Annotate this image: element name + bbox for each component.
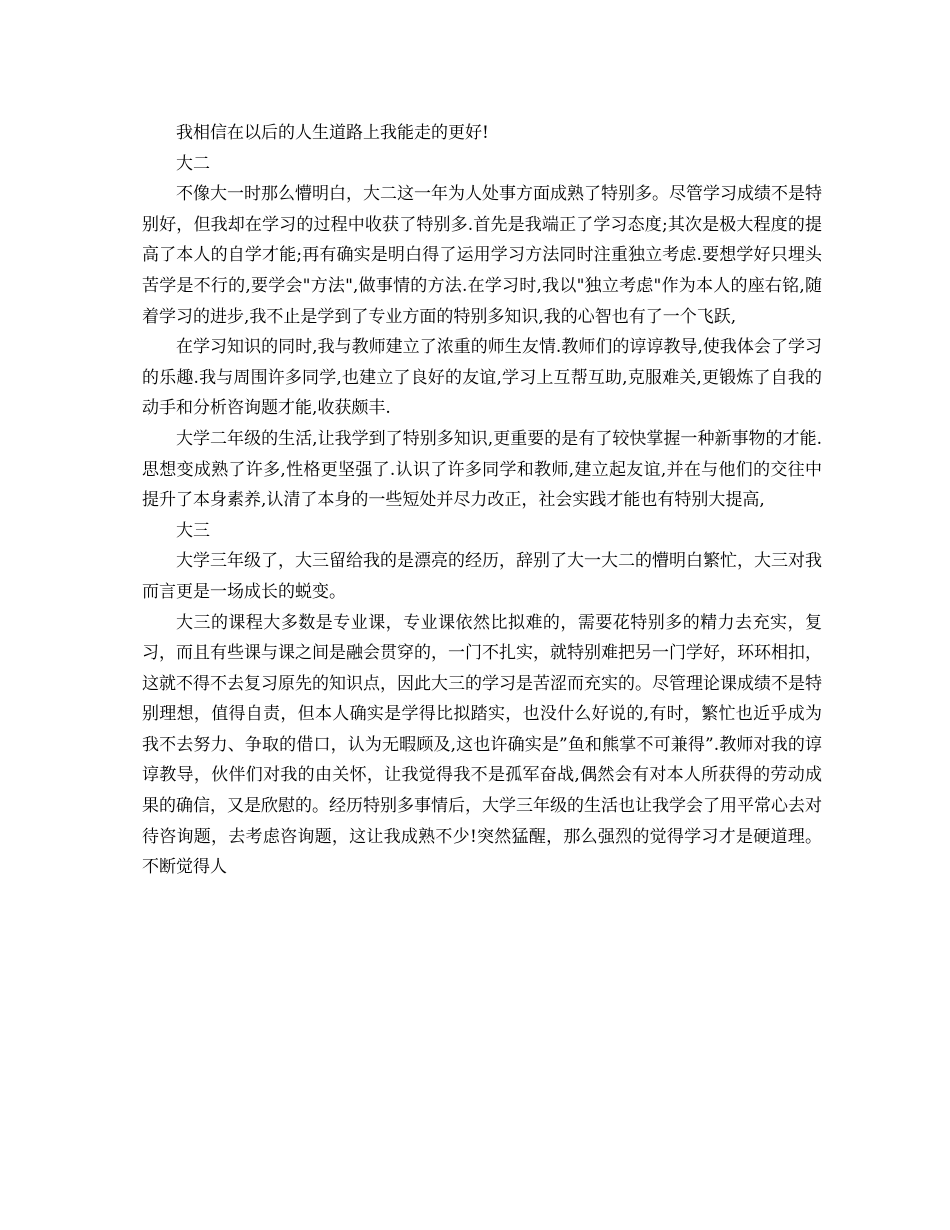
paragraph-year-two-teachers: 在学习知识的同时,我与教师建立了浓重的师生友情.教师们的谆谆教导,使我体会了学习的乐趣.我与周围许多同学,也建立了良好的友谊,学习上互帮互助,克服难关,更锻炼了自我的动手和分析咨询题才能,收获颇丰. <box>142 337 822 419</box>
section-heading-year-three: 大三 <box>176 520 210 541</box>
paragraph-year-three-intro: 大学三年级了，大三留给我的是漂亮的经历，辞别了大一大二的懵明白繁忙，大三对我而言更是一场成长的蜕变。 <box>142 551 822 602</box>
document-body <box>142 118 822 883</box>
paragraph-year-two-summary: 大学二年级的生活,让我学到了特别多知识,更重要的是有了较快掌握一种新事物的才能.思想变成熟了许多,性格更坚强了.认识了许多同学和教师,建立起友谊,并在与他们的交往中提升了本身素养,认清了本身的一些短处并尽力改正，社会实践才能也有特别大提高, <box>142 428 822 511</box>
paragraph-closing-remark: 我相信在以后的人生道路上我能走的更好! <box>176 123 489 143</box>
section-heading-year-two: 大二 <box>176 153 210 174</box>
paragraph-year-three-courses: 大三的课程大多数是专业课，专业课依然比拟难的，需要花特别多的精力去充实，复习，而且有些课与课之间是融会贯穿的，一门不扎实，就特别难把另一门学好，环环相扣，这就不得不去复习原先的知识点，因此大三的学习是苦涩而充实的。尽管理论课成绩不是特别理想，值得自责，但本人确实是学得比拟踏实，也没什么好说的,有时，繁忙也近乎成为我不去努力、争取的借口，认为无暇顾及,这也许确实是”鱼和熊掌不可兼得”.教师对我的谆谆教导，伙伴们对我的由关怀，让我觉得我不是孤军奋战,偶然会有对本人所获得的劳动成果的确信，又是欣慰的。经历特别多事情后，大学三年级的生活也让我学会了用平常心去对待咨询题，去考虑咨询题，这让我成熟不少!突然猛醒，那么强烈的觉得学习才是硬道理。不断觉得人 <box>142 612 822 878</box>
paragraph-year-two-study: 不像大一时那么懵明白，大二这一年为人处事方面成熟了特别多。尽管学习成绩不是特别好，但我却在学习的过程中收获了特别多.首先是我端正了学习态度;其次是极大程度的提高了本人的自学才能;再有确实是明白得了运用学习方法同时注重独立考虑.要想学好只埋头苦学是不行的,要学会"方法",做事情的方法.在学习时,我以"独立考虑"作为本人的座右铭,随着学习的进步,我不止是学到了专业方面的特别多知识,我的心智也有了一个飞跃, <box>142 184 822 327</box>
